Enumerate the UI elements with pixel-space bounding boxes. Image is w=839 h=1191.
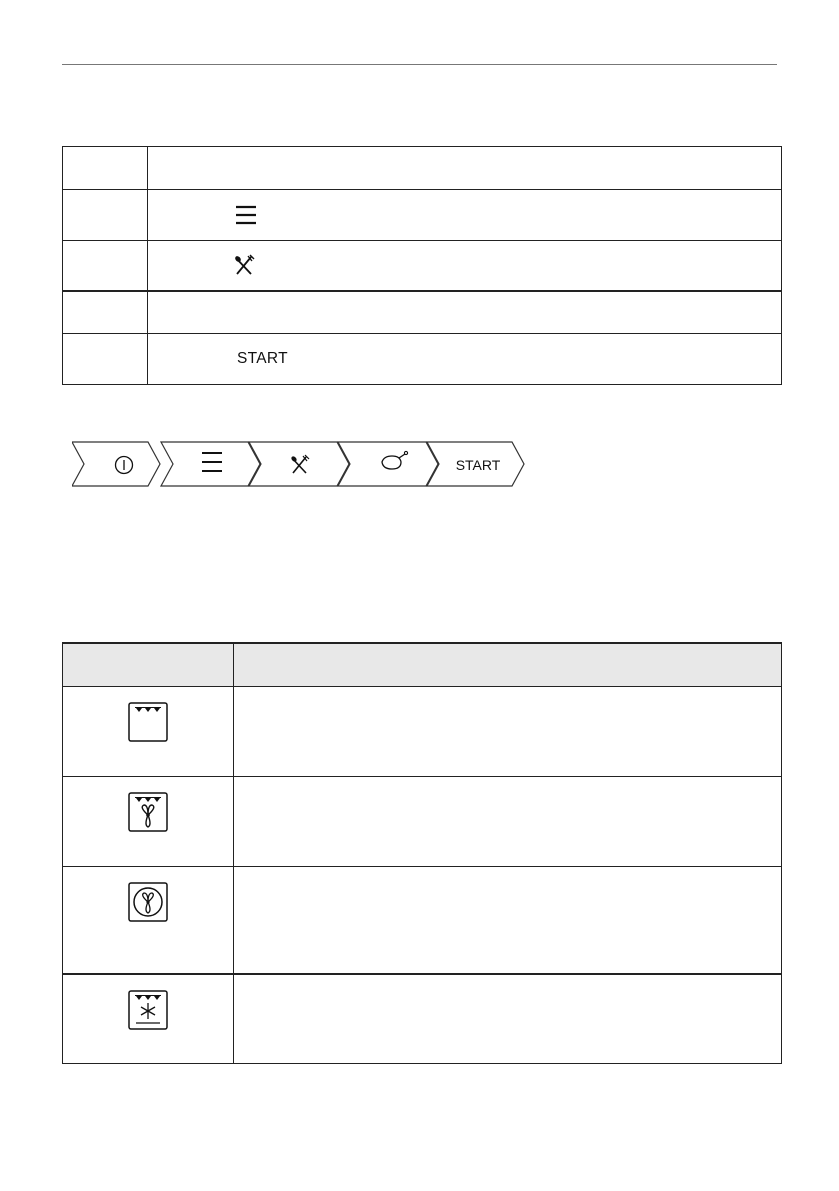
step-text-cell [148,334,782,385]
modes-table [62,642,782,1064]
fan-heat-icon [127,791,169,833]
table-row [63,777,782,867]
header-cell [63,643,234,687]
table-row [63,974,782,1064]
step-number [63,291,148,334]
mode-description [234,867,782,975]
step-text [148,291,782,334]
defrost-icon [127,989,169,1031]
step-chain [72,440,532,490]
chain-step-power [72,442,160,486]
chain-step-menu [161,442,260,486]
chain-start-label: START [455,457,501,473]
top-heat-icon [127,701,169,743]
mode-description [234,777,782,867]
menu-icon [234,203,258,227]
chain-step-roast [338,442,438,486]
start-label: START [237,350,288,367]
table-row [63,190,782,241]
table-row [63,147,782,190]
step-text-cell [148,241,782,292]
table-row [63,334,782,385]
table-row [63,687,782,777]
step-number [63,334,148,385]
cutlery-icon [233,254,255,276]
step-number [63,190,148,241]
header-rule [62,64,777,65]
step-text-cell [148,190,782,241]
chain-step-start [427,442,524,486]
table-row [63,867,782,975]
step-number [63,241,148,292]
table-header-row [63,643,782,687]
mode-description [234,974,782,1064]
steps-table [62,146,782,385]
chain-step-cutlery [249,442,349,486]
table-row [63,241,782,292]
mode-description [234,687,782,777]
header-cell [234,643,782,687]
step-number [63,147,148,190]
step-text [148,147,782,190]
table-row [63,291,782,334]
round-fan-icon [127,881,169,923]
